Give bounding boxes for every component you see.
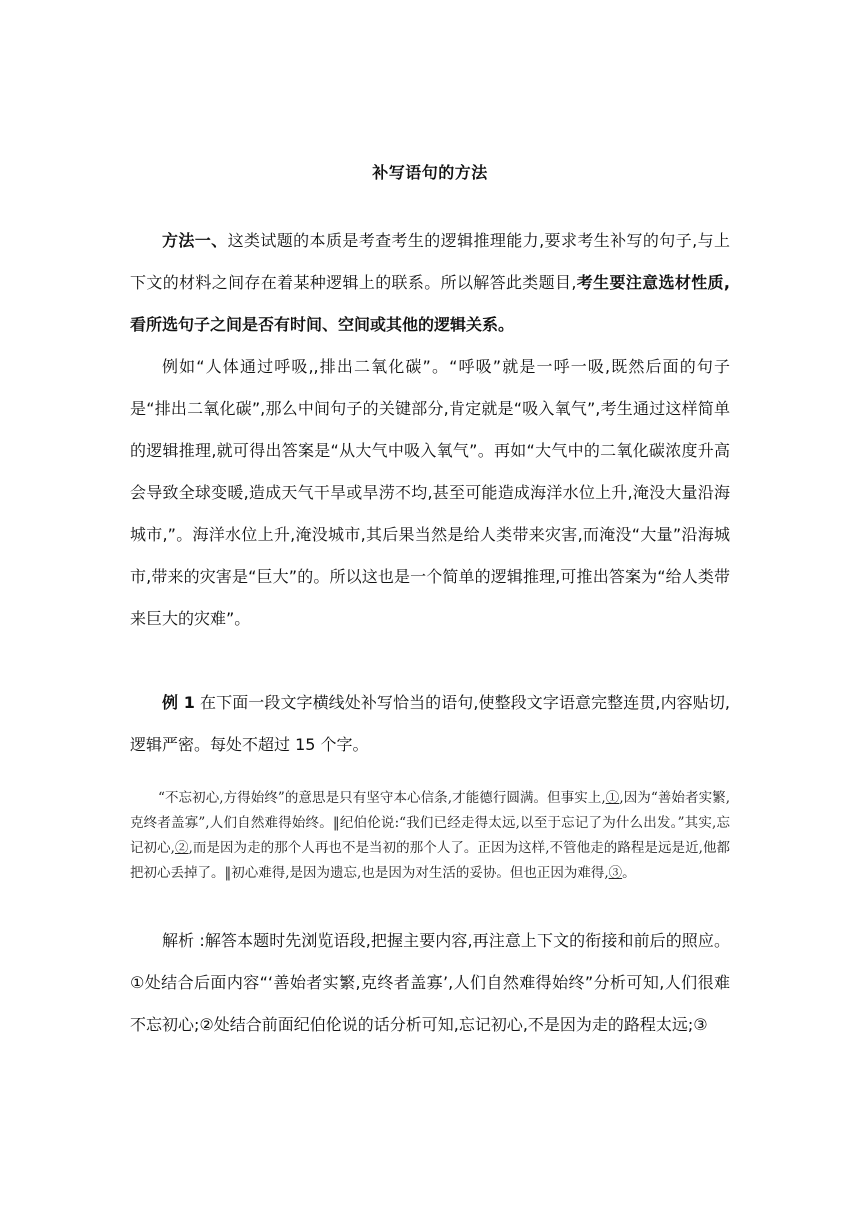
quote-part-1: “不忘初心,方得始终”的意思是只有坚守本心信条,才能德行圆满。但事实上,: [158, 790, 606, 806]
quote-part-3: ,而是因为走的那个人再也不是当初的那个人了。正因为这样,不管他走的路程是远是近,他都把初心丢掉了。‖初心难得,是因为遗忘,也是因为对生活的妥协。但也正因为难得,: [130, 840, 731, 881]
method-one-emphasis: 考生要注意选材性质,看所选句子之间是否有时间、空间或其他的逻辑关系。: [130, 273, 730, 334]
method-one-label: 方法一、: [162, 231, 228, 250]
method-one-paragraph: [130, 220, 730, 346]
document-title: 补写语句的方法: [372, 163, 488, 182]
blank-1: ①: [605, 790, 620, 806]
example-one-paragraph: [130, 682, 730, 766]
blank-3: ③: [608, 865, 623, 881]
analysis-paragraph: 解析 :解答本题时先浏览语段,把握主要内容,再注意上下文的衔接和前后的照应。①处结合后面内容“‘善始者实繁,克终者盖寡’,人们自然难得始终”分析可知,人们很难不忘初心;②处结合前面纪伯伦说的话分析可知,忘记初心,不是因为走的路程太远;③: [130, 931, 730, 1034]
method-one-text: 这类试题的本质是考查考生的逻辑推理能力,要求考生补写的句子,与上下文的材料之间存在着某种逻辑上的联系。所以解答此类题目,: [130, 231, 730, 292]
quote-part-2: ,因为“善始者实繁,克终者盖寡”,人们自然难得始终。‖纪伯伦说:“我们已经走得太远,以至于忘记了为什么出发。”其实,忘记初心,: [130, 790, 731, 856]
quote-part-4: 。: [622, 865, 636, 881]
quoted-passage: [130, 786, 730, 886]
example-paragraph: 例如“人体通过呼吸,,排出二氧化碳”。“呼吸”就是一呼一吸,既然后面的句子是“排出二氧化碳”,那么中间句子的关键部分,肯定就是“吸入氧气”,考生通过这样简单的逻辑推理,就可得出答案是“从大气中吸入氧气”。再如“大气中的二氧化碳浓度升高会导致全球变暖,造成天气干旱或旱涝不均,甚至可能造成海洋水位上升,淹没大量沿海城市,”。海洋水位上升,淹没城市,其后果当然是给人类带来灾害,而淹没“大量”沿海城市,带来的灾害是“巨大”的。所以这也是一个简单的逻辑推理,可推出答案为“给人类带来巨大的灾难”。: [130, 357, 730, 628]
example-one-label: 例 1: [162, 693, 195, 712]
example-one-text: 在下面一段文字横线处补写恰当的语句,使整段文字语意完整连贯,内容贴切,逻辑严密。每处不超过 15 个字。: [130, 693, 730, 754]
blank-2: ②: [174, 840, 189, 856]
